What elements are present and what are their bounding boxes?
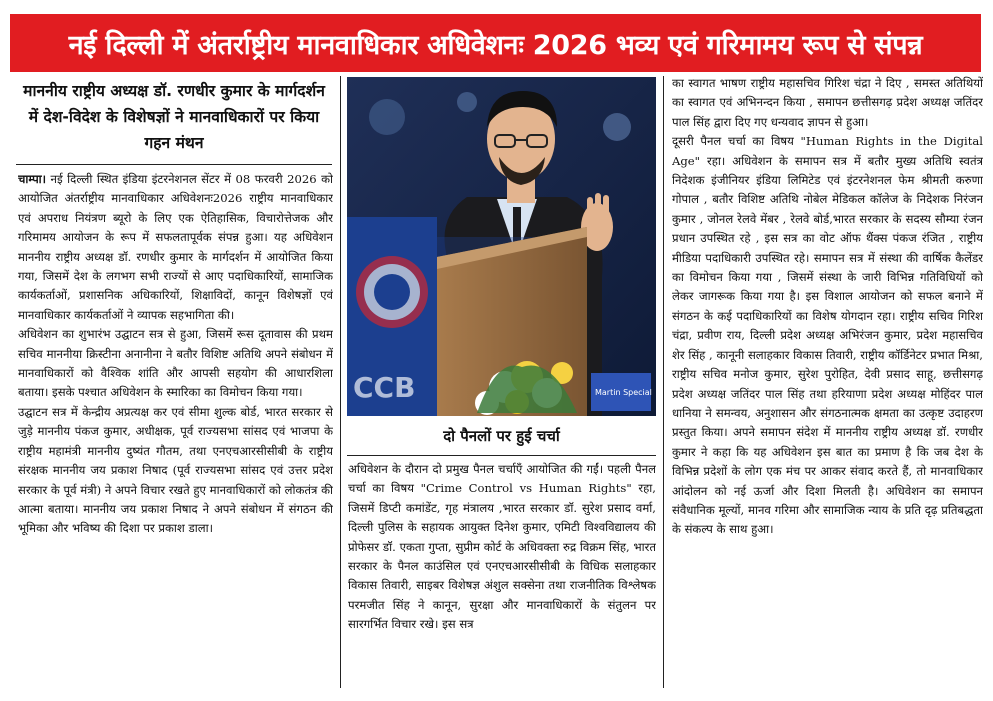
paragraph: अधिवेशन के दौरान दो प्रमुख पैनल चर्चाएँ आयोजित की गईं। पहली पैनल चर्चा का विषय "Crime Control vs Human Rights" रहा, जिसमें डिप्टी कमांडेंट, गृह मंत्रालय ,भारत सरकार डॉ. सुरेश प्रसाद वर्मा, दिल्ली पुलिस के सहायक आयुक्त दिनेश कुमार, एमिटी विश्वविद्यालय की प्रोफेसर डॉ. एकता गुप्ता, सुप्रीम कोर्ट के अधिवक्ता रुद्र विक्रम सिंह, भारत सरकार के पैनल काउंसिल एवं एनएचआरसीसीबी के विधिक सलाहकार विकास तिवारी, साइबर विशेषज्ञ अंशुल सक्सेना तथा राजनीतिक विश्लेषक परमजीत सिंह ने कानून, सुरक्षा और मानवाधिकारों के संतुलन पर सारगर्भित विचार रखे। इस सत्र — [348, 462, 656, 632]
headline-text: नई दिल्ली में अंतर्राष्ट्रीय मानवाधिकार अधिवेशनः 2026 भव्य एवं गरिमामय रूप से संपन्न — [68, 29, 923, 61]
badge-text: Martin Special — [595, 388, 652, 397]
article-column-2 — [348, 460, 656, 690]
caption-rule — [347, 455, 656, 456]
subheadline: माननीय राष्ट्रीय अध्यक्ष डॉ. रणधीर कुमार के मार्गदर्शन में देश-विदेश के विशेषज्ञों ने मानवाधिकारों पर किया गहन मंथन — [23, 82, 325, 152]
event-photo-illustration — [347, 77, 656, 416]
paragraph — [18, 170, 333, 325]
article-column-3 — [672, 74, 983, 690]
paragraph: का स्वागत भाषण राष्ट्रीय महासचिव गिरिश चंद्रा ने दिए , समस्त अतिथियों का स्वागत एवं अभिनन्दन किया , समापन छत्तीसगढ़ प्रदेश अध्यक्ष जतिंदर पाल सिंह द्वारा दिए गए धन्यवाद ज्ञापन से हुआ। — [672, 76, 983, 129]
column-divider-1 — [340, 76, 341, 688]
paragraph: दूसरी पैनल चर्चा का विषय "Human Rights in the Digital Age" रहा। अधिवेशन के समापन सत्र में बतौर मुख्य अतिथि स्वतंत्र निदेशक इंजीनियर इंडिया लिमिटेड एवं इंटरनेशनल फेम श्रीमती करुणा गोपाल , बतौर विशिष्ट अतिथि नोबेल मेडिकल कॉलेज के निदेशक निरंजन कुमार , जोनल रेलवे मेंबर , रेलवे बोर्ड,भारत सरकार के सदस्य सौम्या रंजन प्रधान उपस्थित रहे , इस सत्र का वोट ऑफ थैंक्स पंकज रंजित , राष्ट्रीय मीडिया पदाधिकारी उपस्थित रहे। समापन सत्र में संस्था की वार्षिक कैलेंडर का विमोचन किया गया , जिसमें संस्था के जारी विभिन्न गतिविधियों को लेकर जागरूक किया गया है। इस विशाल आयोजन को सफल बनाने में संगठन के कई पदाधिकारियों का विशेष योगदान रहा। राष्ट्रीय सचिव गिरिश चंद्रा, प्रवीण राय, दिल्ली प्रदेश अध्यक्ष अभिरंजन कुमार, प्रदेश महासचिव शेर सिंह , कानूनी सलाहकार विकास तिवारी, राष्ट्रीय कॉर्डिनेटर प्रभात मिश्रा, राष्ट्रीय सचिव मनोज कुमार, सुरेश पुरोहित, देवी प्रसाद साहू, छत्तीसगढ़ प्रदेश अध्यक्ष जतिंदर पाल सिंह तथा हरियाणा प्रदेश अध्यक्ष मोहिंदर पाल धानिया ने समन्वय, अनुशासन और संगठनात्मक क्षमता का उत्कृष्ट उदाहरण प्रस्तुत किया। अपने समापन संदेश में माननीय राष्ट्रीय अध्यक्ष डॉ. रणधीर कुमार ने कहा कि यह अधिवेशन इस बात का प्रमाण है कि जब देश के विभिन्न प्रदेशों के लोग एक मंच पर आकर संवाद करते हैं, तो मानवाधिकार आंदोलन को नई ऊर्जा और दिशा मिलती है। अधिवेशन का समापन संवैधानिक मूल्यों, मानव गरिमा और सामाजिक न्याय के प्रति दृढ़ प्रतिबद्धता के संकल्प के साथ हुआ। — [672, 134, 983, 537]
subhead-rule — [16, 164, 332, 165]
column-divider-2 — [663, 76, 664, 688]
event-photo — [347, 77, 656, 416]
paragraph: उद्घाटन सत्र में केन्द्रीय अप्रत्यक्ष कर एवं सीमा शुल्क बोर्ड, भारत सरकार से जुड़े माननीय पंकज कुमार, अधीक्षक, पूर्व राज्यसभा सांसद एवं भाजपा के राष्ट्रीय महामंत्री माननीय दुष्यंत गौतम, तथा एनएचआरसीसीबी के राष्ट्रीय संरक्षक माननीय जय प्रकाश निषाद (पूर्व राज्यसभा सांसद एवं उत्तर प्रदेश सरकार के पूर्व मंत्री) ने अपने विचार रखते हुए मानवाधिकारों को लोकतंत्र की आत्मा बताया। माननीय जय प्रकाश निषाद ने अपने संबोधन में संगठन की भूमिका और भविष्य की दिशा पर प्रकाश डाला। — [18, 404, 333, 536]
paragraph: अधिवेशन का शुभारंभ उद्घाटन सत्र से हुआ, जिसमें रूस दूतावास की प्रथम सचिव माननीया क्रिस्टीना अनानीना ने बतौर विशिष्ट अतिथि अपने संबोधन में मानवाधिकारों को वैश्विक शांति और आपसी सहयोग की आधारशिला बताया। इसके पश्चात अधिवेशन के स्मारिका का विमोचन किया गया। — [18, 327, 333, 400]
banner-text: CCB — [353, 371, 416, 404]
dateline: चाम्पा। — [18, 172, 47, 186]
photo-caption: दो पैनलों पर हुई चर्चा — [443, 427, 560, 445]
article-column-1 — [18, 170, 333, 690]
paragraph-text: नई दिल्ली स्थित इंडिया इंटरनेशनल सेंटर में 08 फरवरी 2026 को आयोजित अंतर्राष्ट्रीय मानवाधिकार अधिवेशनः2026 राष्ट्रीय मानवाधिकार एवं अपराध नियंत्रण ब्यूरो के लिए एक ऐतिहासिक, विचारोत्तेजक और गरिमामय आयोजन के रूप में सफलतापूर्वक संपन्न हुआ। यह अधिवेशन माननीय राष्ट्रीय अध्यक्ष डॉ. रणधीर कुमार के मार्गदर्शन में आयोजित किया गया, जिसमें देश के लगभग सभी राज्यों से आए पदाधिकारियों, सामाजिक कार्यकर्ताओं, प्रशासनिक अधिकारियों, शिक्षाविदों, कानून विशेषज्ञों एवं मानवाधिकार कार्यकर्ताओं ने व्यापक सहभागिता की। — [18, 172, 333, 322]
headline-banner — [10, 14, 981, 72]
